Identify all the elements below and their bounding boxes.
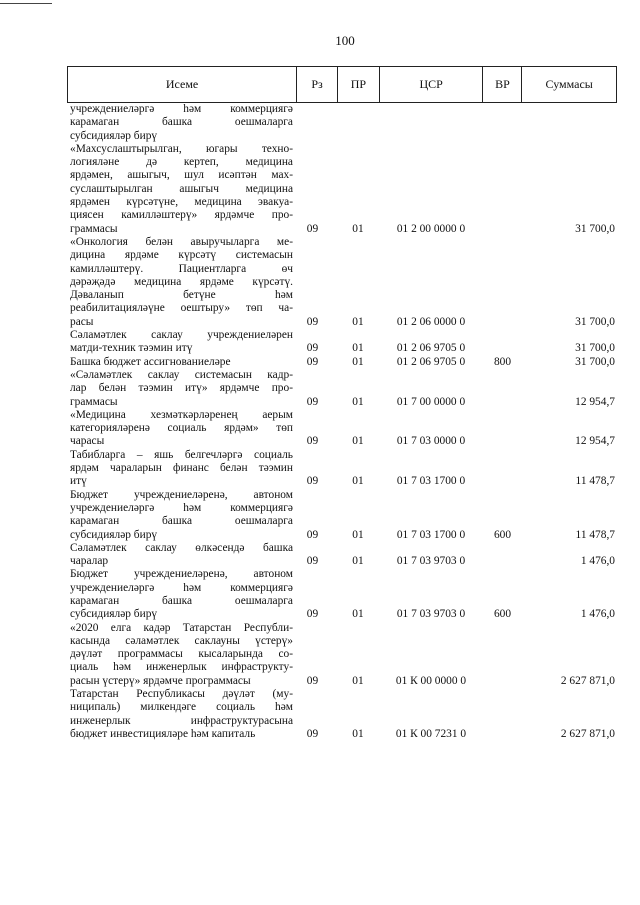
row-vr: 600 xyxy=(493,528,512,541)
row-name xyxy=(67,329,296,356)
row-rz: 09 xyxy=(306,222,319,235)
row-name xyxy=(67,369,296,409)
table-row xyxy=(67,622,617,688)
row-vr xyxy=(483,688,522,741)
row-name xyxy=(67,236,296,329)
row-pr: 01 xyxy=(352,435,364,448)
row-name-line: итү xyxy=(70,475,87,488)
row-sum: 11 478,7 xyxy=(575,475,615,488)
row-name-line: Сәламәтлек саклау учреждениеләрен xyxy=(70,329,293,342)
row-name-line: бюджет инвестицияләре һәм капиталь xyxy=(70,727,256,740)
row-name-line: расы xyxy=(70,315,94,328)
table-row xyxy=(67,143,617,236)
top-rule xyxy=(0,3,52,4)
row-vr xyxy=(483,369,522,409)
row-name-line: инженерлык инфраструктурасына xyxy=(70,714,293,727)
row-name-line: расын үстерү» ярдәмче программасы xyxy=(70,674,251,687)
row-rz: 09 xyxy=(306,315,319,328)
row-rz: 09 xyxy=(306,674,319,687)
row-name-line: субсидияләр бирү xyxy=(70,608,158,621)
row-name-line: учреждениеләргә һәм коммерциягә xyxy=(70,103,293,115)
page-number: 100 xyxy=(335,33,355,48)
table-row xyxy=(67,103,617,143)
table-row xyxy=(67,568,617,621)
row-csr: 01 7 03 0000 0 xyxy=(396,435,466,448)
row-name-line: Бюджет учреждениеләренә, автоном xyxy=(70,568,293,581)
row-name-line: логияләне дә кертеп, медицина xyxy=(70,156,293,169)
row-name-line: ниципаль) милкендәге социаль һәм xyxy=(70,701,293,714)
row-vr xyxy=(483,542,522,569)
row-name-line: Татарстан Республикасы дәүләт (му- xyxy=(70,688,293,701)
row-name-line: ярдәмен, ашыгыч, шул исәптән мах- xyxy=(70,169,293,182)
row-rz: 09 xyxy=(306,528,319,541)
row-name-line: Бюджет учреждениеләренә, автоном xyxy=(70,488,293,501)
row-name-line: карамаган башка оешмаларга xyxy=(70,116,293,129)
row-name xyxy=(67,449,296,489)
row-sum: 11 478,7 xyxy=(575,528,615,541)
row-pr: 01 xyxy=(352,608,364,621)
header-sum: Суммасы xyxy=(521,67,616,102)
table-row xyxy=(67,329,617,356)
row-sum: 31 700,0 xyxy=(575,355,615,368)
header-vr: ВР xyxy=(482,67,521,102)
row-name xyxy=(67,568,296,621)
header-csr: ЦСР xyxy=(379,67,483,102)
row-name-line: камилләштерү. Пациентларга өч xyxy=(70,262,293,275)
row-csr: 01 7 03 9703 0 xyxy=(396,555,466,568)
row-vr: 800 xyxy=(493,355,512,368)
row-name-line: реабилитацияләүне оештыру» төп ча- xyxy=(70,302,293,315)
row-pr: 01 xyxy=(352,315,364,328)
row-rz: 09 xyxy=(306,555,319,568)
row-vr xyxy=(483,622,522,688)
row-name-line: «Сәламәтлек саклау системасын кадр- xyxy=(70,368,293,381)
row-csr: 01 7 03 1700 0 xyxy=(396,528,466,541)
row-name-line: касында сәламәтлек саклауны үстерү» xyxy=(70,634,293,647)
row-rz: 09 xyxy=(306,395,319,408)
row-pr: 01 xyxy=(352,342,364,355)
row-sum: 2 627 871,0 xyxy=(560,727,615,740)
row-csr: 01 2 06 9705 0 xyxy=(396,342,466,355)
row-sum: 12 954,7 xyxy=(575,435,615,448)
row-name-line: субсидияләр бирү xyxy=(70,528,158,541)
row-pr: 01 xyxy=(352,395,364,408)
row-rz: 09 xyxy=(306,435,319,448)
row-vr xyxy=(483,143,522,236)
row-rz: 09 xyxy=(306,727,319,740)
row-name-line: «Онкология белән авыручыларга ме- xyxy=(70,235,293,248)
table-header xyxy=(67,66,617,103)
table-row xyxy=(67,356,617,369)
row-pr: 01 xyxy=(352,355,364,368)
header-pr: ПР xyxy=(337,67,379,102)
table-row xyxy=(67,409,617,449)
row-sum: 31 700,0 xyxy=(575,222,615,235)
row-name-line: суслаштырылган ашыгыч медицина xyxy=(70,182,293,195)
row-name-line: Табибларга – яшь белгечләргә социаль xyxy=(70,448,293,461)
row-name-line: дицина ярдәме күрсәтү системасын xyxy=(70,249,293,262)
row-name-line: граммасы xyxy=(70,222,118,235)
row-name-line: категорияләренә социаль ярдәм» төп xyxy=(70,422,293,435)
table-row xyxy=(67,688,617,741)
row-name xyxy=(67,489,296,542)
row-name-line: «Медицина хезмәткәрләренең аерым xyxy=(70,408,293,421)
row-pr xyxy=(337,103,379,143)
row-name xyxy=(67,409,296,449)
row-name-line: Башка бюджет ассигнованиеләре xyxy=(70,355,231,368)
row-name-line: циаль һәм инженерлык инфраструкту- xyxy=(70,661,293,674)
row-name xyxy=(67,622,296,688)
row-rz: 09 xyxy=(306,342,319,355)
row-vr xyxy=(483,236,522,329)
row-csr: 01 7 00 0000 0 xyxy=(396,395,466,408)
row-name-line: чаралар xyxy=(70,555,109,568)
table-body xyxy=(67,103,617,741)
row-vr xyxy=(483,449,522,489)
row-csr: 01 7 03 1700 0 xyxy=(396,475,466,488)
row-name-line: циясен камилләштерү» ярдәмче про- xyxy=(70,209,293,222)
row-name-line: чарасы xyxy=(70,435,105,448)
table-row xyxy=(67,489,617,542)
row-csr: 01 К 00 0000 0 xyxy=(395,674,467,687)
row-name-line: лар белән тәэмин итү» ярдәмче про- xyxy=(70,382,293,395)
row-pr: 01 xyxy=(352,222,364,235)
row-name-line: «Махсуслаштырылган, югары техно- xyxy=(70,142,293,155)
row-rz: 09 xyxy=(306,475,319,488)
row-csr xyxy=(379,103,483,143)
row-pr: 01 xyxy=(352,674,364,687)
row-csr: 01 К 00 7231 0 xyxy=(395,727,467,740)
row-sum: 12 954,7 xyxy=(575,395,615,408)
row-name-line: карамаган башка оешмаларга xyxy=(70,515,293,528)
row-name-line: Дәваланып бетүне һәм xyxy=(70,289,293,302)
row-name-line: «2020 елга кадәр Татарстан Республи- xyxy=(70,621,293,634)
row-name xyxy=(67,103,296,143)
row-rz: 09 xyxy=(306,608,319,621)
table-row xyxy=(67,449,617,489)
row-sum xyxy=(522,103,617,143)
table-row xyxy=(67,369,617,409)
row-name-line: Сәламәтлек саклау өлкәсендә башка xyxy=(70,541,293,554)
row-sum: 1 476,0 xyxy=(580,608,615,621)
row-csr: 01 2 00 0000 0 xyxy=(396,222,466,235)
row-pr: 01 xyxy=(352,727,364,740)
row-name-line: ярдәмен күрсәтүне, медицина эвакуа- xyxy=(70,196,293,209)
row-pr: 01 xyxy=(352,528,364,541)
row-name-line: учреждениеләргә һәм коммерциягә xyxy=(70,581,293,594)
row-sum: 31 700,0 xyxy=(575,342,615,355)
row-name-line: карамаган башка оешмаларга xyxy=(70,594,293,607)
row-vr: 600 xyxy=(493,608,512,621)
row-pr: 01 xyxy=(352,475,364,488)
header-rz: Рз xyxy=(296,67,337,102)
row-sum: 2 627 871,0 xyxy=(560,674,615,687)
row-name xyxy=(67,542,296,569)
table-row xyxy=(67,542,617,569)
header-name: Исеме xyxy=(165,77,199,91)
row-name-line: дәрәҗәдә медицина ярдәме күрсәтү. xyxy=(70,275,293,288)
row-vr xyxy=(483,103,522,143)
row-name xyxy=(67,143,296,236)
row-name-line: дәүләт программасы кысаларында со- xyxy=(70,648,293,661)
row-name-line: граммасы xyxy=(70,395,118,408)
row-name-line: ярдәм чараларын финанс белән тәэмин xyxy=(70,462,293,475)
row-rz: 09 xyxy=(306,355,319,368)
row-csr: 01 2 06 9705 0 xyxy=(396,355,466,368)
row-pr: 01 xyxy=(352,555,364,568)
budget-table xyxy=(67,66,617,741)
row-name-line: субсидияләр бирү xyxy=(70,129,158,142)
row-csr: 01 2 06 0000 0 xyxy=(396,315,466,328)
row-sum: 1 476,0 xyxy=(580,555,615,568)
row-name xyxy=(67,688,296,741)
row-name xyxy=(67,356,296,369)
row-sum: 31 700,0 xyxy=(575,315,615,328)
table-row xyxy=(67,236,617,329)
row-rz xyxy=(296,103,337,143)
row-name-line: матди-техник тәэмин итү xyxy=(70,342,193,355)
row-vr xyxy=(483,329,522,356)
row-name-line: учреждениеләргә һәм коммерциягә xyxy=(70,501,293,514)
row-vr xyxy=(483,409,522,449)
row-csr: 01 7 03 9703 0 xyxy=(396,608,466,621)
